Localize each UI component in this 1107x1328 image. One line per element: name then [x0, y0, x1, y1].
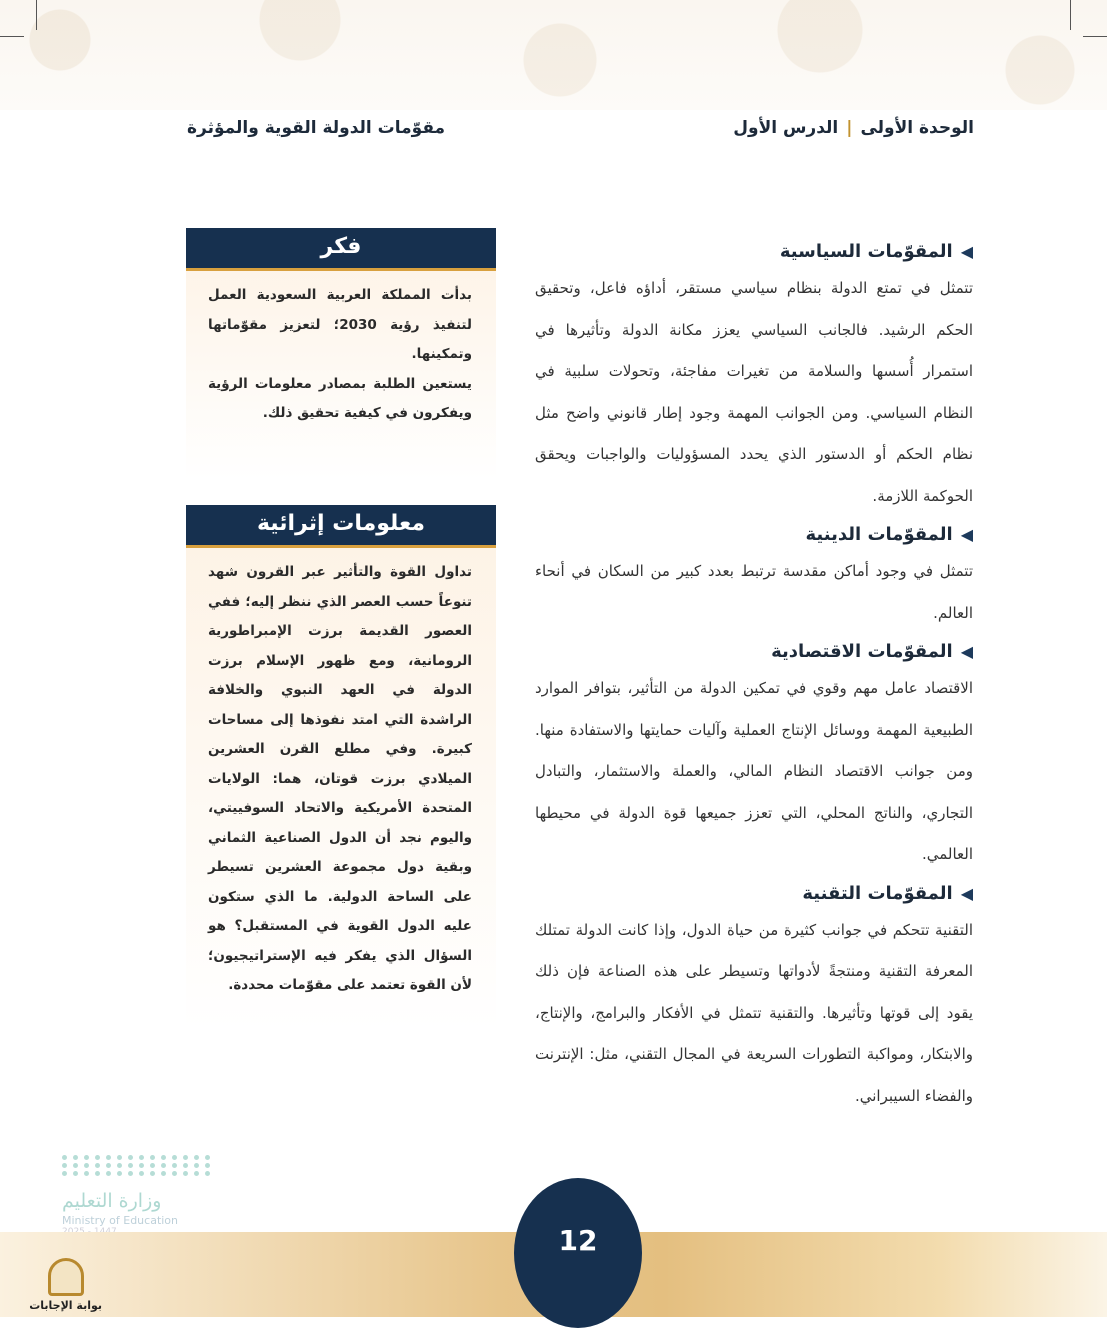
crop-mark	[36, 0, 37, 30]
think-box	[186, 228, 496, 480]
crop-mark	[1083, 36, 1107, 37]
enrichment-box-title: معلومات إثرائية	[186, 505, 496, 548]
enrichment-box	[186, 505, 496, 1030]
section-arrow-icon: ◀	[960, 883, 973, 903]
ministry-name-en: Ministry of Education	[62, 1214, 179, 1227]
crop-mark	[0, 36, 24, 37]
think-paragraph: بدأت المملكة العربية السعودية العمل لتنفيذ رؤية 2030؛ لتعزيز مقوّماتها وتمكينها.	[208, 287, 472, 362]
running-header-topic: مقوّمات الدولة القوية والمؤثرة	[187, 118, 446, 138]
think-box-title: فكر	[186, 228, 496, 271]
section-arrow-icon: ◀	[960, 525, 973, 544]
header-separator: |	[846, 118, 853, 138]
section-title-religious: ◀ المقوّمات الدينية	[535, 519, 973, 551]
section-body-religious: تتمثل في وجود أماكن مقدسة ترتبط بعدد كبير من السكان في أنحاء العالم.	[535, 562, 973, 622]
watermark-logo-icon	[48, 1258, 84, 1296]
section-title-technical: ◀ المقوّمات التقنية	[535, 878, 973, 910]
watermark	[30, 1258, 102, 1320]
section-arrow-icon: ◀	[960, 642, 973, 661]
watermark-text: بوابة الإجابات	[29, 1299, 102, 1312]
section-body-economic: الاقتصاد عامل مهم وقوي في تمكين الدولة من التأثير، بتوافر الموارد الطبيعية المهمة ووسائل الإنتاج العملية وآليات حمايتها والاستفادة منها. ومن جوانب الاقتصاد النظام المالي، والعملة والاستثمار، والتبادل التجاري، والناتج المحلي، التي تعزز جميعها قوة الدولة في محيطها العالمي.	[535, 679, 973, 863]
section-title-economic: ◀ المقوّمات الاقتصادية	[535, 636, 973, 668]
ministry-name-ar: وزارة التعليم	[62, 1190, 162, 1212]
think-paragraph: يستعين الطلبة بمصادر معلومات الرؤية ويفكرون في كيفية تحقيق ذلك.	[208, 375, 472, 421]
enrichment-box-body: تداول القوة والتأثير عبر القرون شهد تنوعاً حسب العصر الذي ننظر إليه؛ ففي العصور القديمة برزت الإمبراطورية الرومانية، ومع ظهور الإسلام برزت الدولة في العهد النبوي والخلافة الراشدة التي امتد نفوذها إلى مساحات كبيرة. وفي مطلع القرن العشرين الميلادي برزت قوتان، هما: الولايات المتحدة الأمريكية والاتحاد السوفييتي، واليوم نجد أن الدول الصناعية الثماني وبقية دول مجموعة العشرين تسيطر على الساحة الدولية. ما الذي ستكون عليه الدول القوية في المستقبل؟ هو السؤال الذي يفكر فيه الإستراتيجيون؛ لأن القوة تعتمد على مقوّمات محددة.	[208, 564, 472, 993]
page-number: 12	[558, 1224, 598, 1257]
section-title-political: ◀ المقوّمات السياسية	[535, 236, 973, 268]
unit-label: الوحدة الأولى	[860, 118, 974, 138]
running-header-unit	[733, 118, 974, 138]
lesson-label: الدرس الأول	[733, 118, 839, 138]
header-decorative-pattern	[0, 0, 1107, 110]
section-arrow-icon: ◀	[960, 242, 973, 261]
section-body-political: تتمثل في تمتع الدولة بنظام سياسي مستقر، أداؤه فاعل، وتحقيق الحكم الرشيد. فالجانب السياسي يعزز مكانة الدولة وتأثيرها في استمرار أُسسها والسلامة من تغيرات مفاجئة، وتحولات سلبية في النظام السياسي. ومن الجوانب المهمة وجود إطار قانوني واضح مثل نظام الحكم أو الدستور الذي يحدد المسؤوليات والواجبات ويحقق الحوكمة اللازمة.	[535, 279, 973, 505]
main-content	[535, 236, 973, 1119]
crop-mark	[1070, 0, 1071, 30]
ministry-logo-icon	[62, 1155, 212, 1176]
think-box-body	[186, 271, 496, 439]
section-body-technical: التقنية تتحكم في جوانب كثيرة من حياة الدول، وإذا كانت الدولة تمتلك المعرفة التقنية ومنتجةً لأدواتها وتسيطر على هذه الصناعة فإن ذلك يقود إلى قوتها وتأثيرها. والتقنية تتمثل في الأفكار والبرامج، والإنتاج، والابتكار، ومواكبة التطورات السريعة في المجال التقني، مثل: الإنترنت والفضاء السيبراني.	[535, 920, 973, 1105]
